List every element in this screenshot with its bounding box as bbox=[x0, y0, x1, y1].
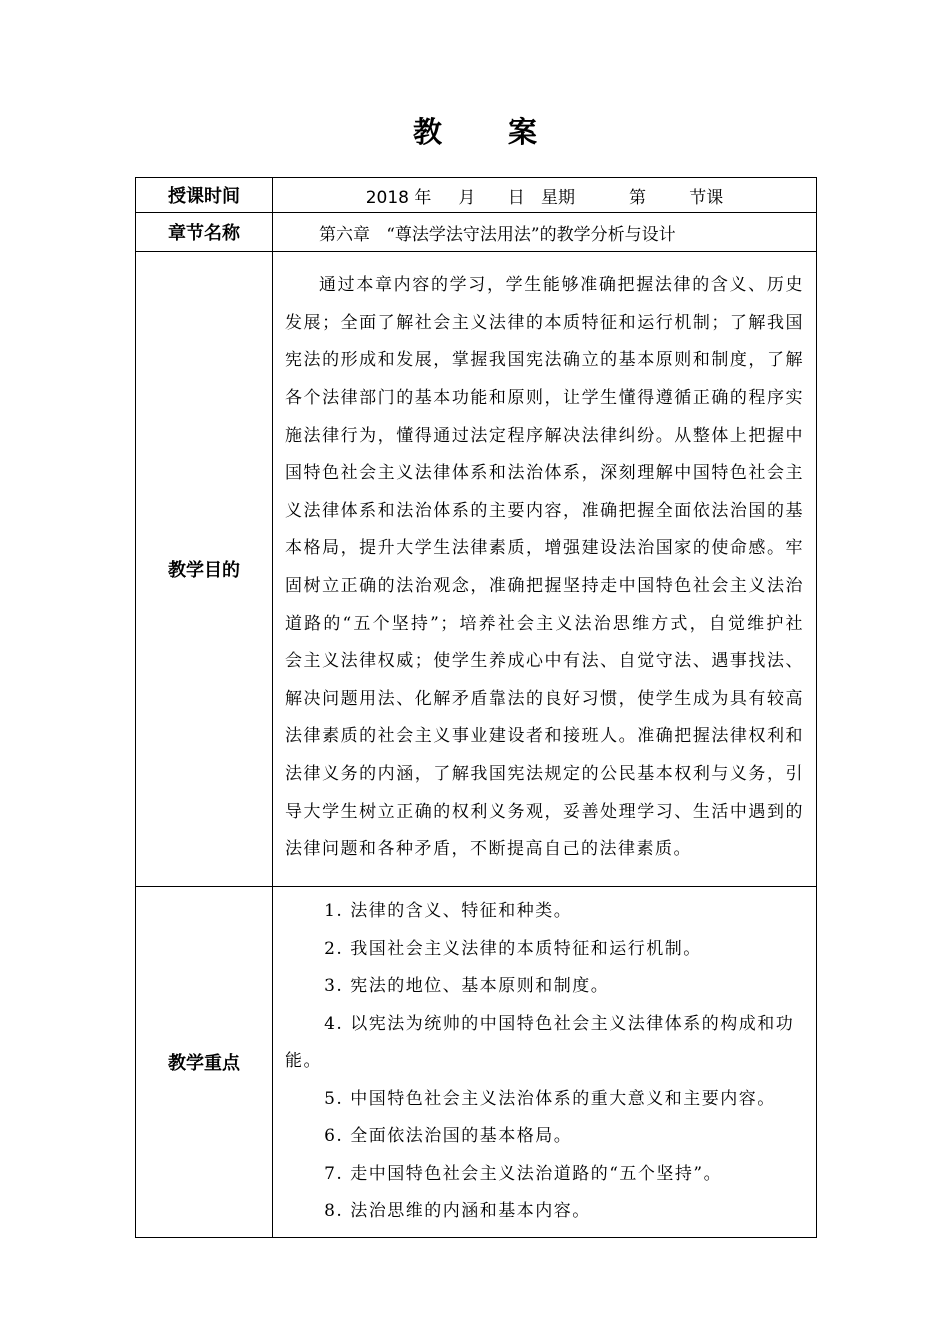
table-row-objective bbox=[136, 252, 817, 887]
key-point-item: 6. 全面依法治国的基本格局。 bbox=[324, 1126, 573, 1146]
key-point-item: 2. 我国社会主义法律的本质特征和运行机制。 bbox=[324, 938, 702, 959]
chapter-value: 第六章 “尊法学法守法用法”的教学分析与设计 bbox=[273, 213, 817, 252]
page-title: 教 案 bbox=[412, 115, 566, 149]
key-point-item: 7. 走中国特色社会主义法治道路的“五个坚持”。 bbox=[324, 1163, 723, 1184]
key-points-cell bbox=[273, 887, 817, 1238]
key-point-item: 5. 中国特色社会主义法治体系的重大意义和主要内容。 bbox=[324, 1088, 776, 1109]
key-points-label: 教学重点 bbox=[136, 887, 273, 1238]
time-value: 2018 年 月 日 星期 第 节课 bbox=[273, 178, 817, 213]
key-points-list bbox=[273, 887, 816, 1237]
time-label: 授课时间 bbox=[136, 178, 273, 213]
key-point-item: 8. 法治思维的内涵和基本内容。 bbox=[324, 1201, 591, 1221]
objective-label: 教学目的 bbox=[136, 252, 273, 887]
objective-cell bbox=[273, 252, 817, 887]
key-point-item: 3. 宪法的地位、基本原则和制度。 bbox=[324, 976, 610, 996]
objective-text: 通过本章内容的学习，学生能够准确把握法律的含义、历史发展；全面了解社会主义法律的本质特征和运行机制；了解我国宪法的形成和发展，掌握我国宪法确立的基本原则和制度，了解各个法律部门的基本功能和原则，让学生懂得遵循正确的程序实施法律行为，懂得通过法定程序解决法律纠纷。从整体上把握中国特色社会主义法律体系和法治体系，深刻理解中国特色社会主义法律体系和法治体系的主要内容，准确把握全面依法治国的基本格局，提升大学生法律素质，增强建设法治国家的使命感。牢固树立正确的法治观念，准确把握坚持走中国特色社会主义法治道路的“五个坚持”；培养社会主义法治思维方式，自觉维护社会主义法律权威；使学生养成心中有法、自觉守法、遇事找法、解决问题用法、化解矛盾靠法的良好习惯，使学生成为具有较高法律素质的社会主义事业建设者和接班人。准确把握法律权利和法律义务的内涵，了解我国宪法规定的公民基本权利与义务，引导大学生树立正确的权利义务观，妥善处理学习、生活中遇到的法律问题和各种矛盾，不断提高自己的法律素质。 bbox=[285, 275, 804, 860]
lesson-plan-table bbox=[135, 177, 817, 1238]
table-row-chapter bbox=[136, 213, 817, 252]
key-point-item: 4. 以宪法为统帅的中国特色社会主义法律体系的构成和功能。 bbox=[285, 1013, 795, 1071]
table-row-time bbox=[136, 178, 817, 213]
key-point-item: 1. 法律的含义、特征和种类。 bbox=[324, 901, 573, 921]
table-row-key-points bbox=[136, 887, 817, 1238]
chapter-label: 章节名称 bbox=[136, 213, 273, 252]
